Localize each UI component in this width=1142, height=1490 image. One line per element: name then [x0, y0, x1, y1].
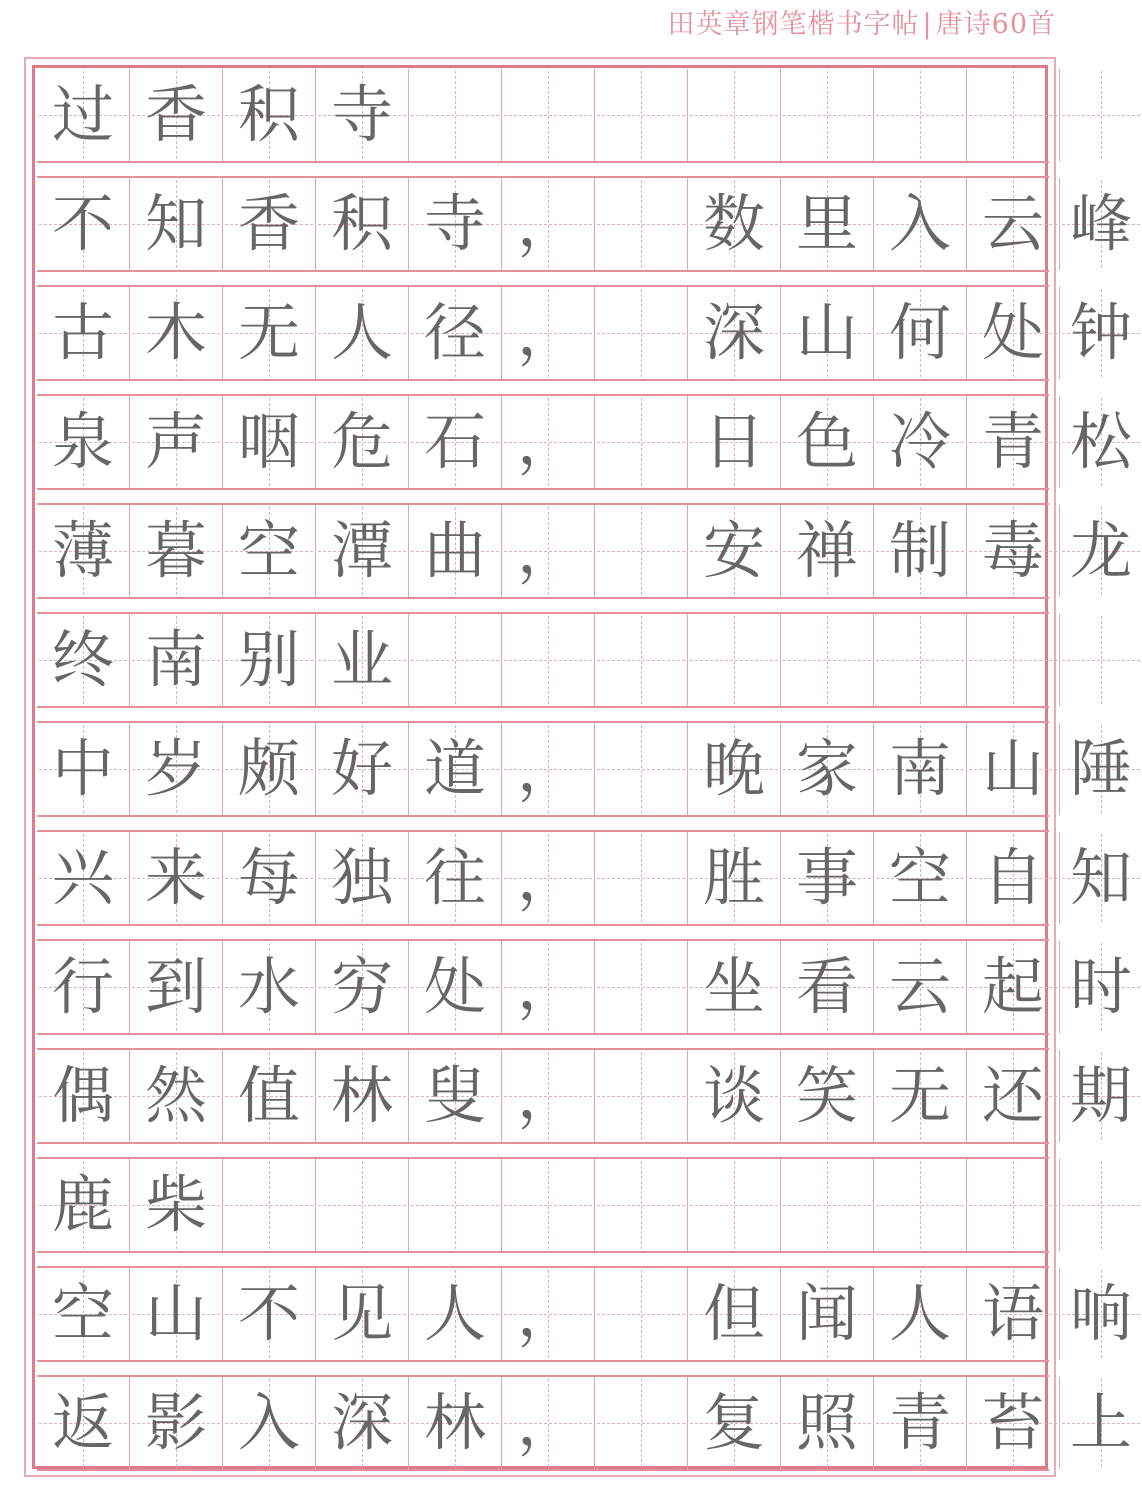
- grid-character: 照: [795, 1386, 858, 1459]
- grid-cell: [502, 505, 595, 597]
- grid-cell: [502, 614, 595, 706]
- grid-character: 松: [1069, 405, 1132, 478]
- grid-character: 上: [1069, 1386, 1132, 1459]
- grid-character: 闻: [795, 1277, 858, 1350]
- grid-cell: [874, 287, 967, 379]
- grid-cell: [1060, 396, 1142, 488]
- grid-character: ，: [516, 1059, 579, 1132]
- grid-cell: [37, 723, 130, 815]
- grid-character: 云: [981, 187, 1044, 260]
- grid-character: 古: [51, 296, 114, 369]
- grid-cell: [688, 941, 781, 1033]
- header-separator: |: [922, 9, 933, 40]
- grid-cell: [409, 1377, 502, 1469]
- grid-cell: [781, 69, 874, 161]
- grid-row: [37, 394, 1132, 490]
- grid-cell: [967, 723, 1060, 815]
- grid-character: 处: [981, 296, 1044, 369]
- grid-cell: [316, 1268, 409, 1360]
- grid-character: 林: [330, 1059, 393, 1132]
- grid-cell: [1060, 1159, 1142, 1251]
- grid-cell: [37, 287, 130, 379]
- grid-character: 事: [795, 841, 858, 914]
- grid-character: 香: [144, 78, 207, 151]
- grid-character: 坐: [702, 950, 765, 1023]
- grid-cell: [781, 396, 874, 488]
- grid-cell: [223, 723, 316, 815]
- grid-cell: [409, 723, 502, 815]
- grid-character: 期: [1069, 1059, 1132, 1132]
- grid-cell: [37, 1050, 130, 1142]
- grid-cell: [502, 287, 595, 379]
- grid-cell: [874, 723, 967, 815]
- grid-character: 声: [144, 405, 207, 478]
- grid-row: [37, 1157, 1049, 1253]
- grid-character: 云: [888, 950, 951, 1023]
- grid-character: 影: [144, 1386, 207, 1459]
- grid-cell: [595, 723, 688, 815]
- grid-cell: [502, 1159, 595, 1251]
- grid-cell: [316, 832, 409, 924]
- grid-character: ，: [516, 1386, 579, 1459]
- grid-cell: [130, 723, 223, 815]
- grid-character: 人: [330, 296, 393, 369]
- grid-character: 山: [981, 732, 1044, 805]
- grid-character: 不: [51, 187, 114, 260]
- grid-character: 每: [237, 841, 300, 914]
- grid-cell: [37, 69, 130, 161]
- grid-character: 制: [888, 514, 951, 587]
- grid-cell: [688, 1268, 781, 1360]
- grid-character: 偶: [51, 1059, 114, 1132]
- grid-cell: [1060, 505, 1142, 597]
- grid-character: 终: [51, 623, 114, 696]
- grid-cell: [37, 832, 130, 924]
- grid-cell: [409, 1050, 502, 1142]
- grid-cell: [967, 505, 1060, 597]
- grid-cell: [223, 69, 316, 161]
- grid-cell: [781, 178, 874, 270]
- grid-character: 积: [237, 78, 300, 151]
- grid-character: 龙: [1069, 514, 1132, 587]
- grid-character: 穷: [330, 950, 393, 1023]
- grid-character: 值: [237, 1059, 300, 1132]
- grid-cell: [688, 287, 781, 379]
- grid-row: [37, 69, 1049, 163]
- grid-cell: [223, 1050, 316, 1142]
- grid-character: 返: [51, 1386, 114, 1459]
- grid-cell: [316, 69, 409, 161]
- grid-cell: [223, 396, 316, 488]
- grid-character: 危: [330, 405, 393, 478]
- grid-row: [37, 1375, 1132, 1471]
- grid-character: 知: [1069, 841, 1132, 914]
- grid-cell: [502, 396, 595, 488]
- grid-cell: [688, 505, 781, 597]
- grid-cell: [37, 178, 130, 270]
- grid-character: ，: [516, 187, 579, 260]
- grid-cell: [316, 178, 409, 270]
- grid-cell: [37, 1159, 130, 1251]
- grid-cell: [502, 69, 595, 161]
- grid-character: 径: [423, 296, 486, 369]
- grid-cell: [874, 69, 967, 161]
- grid-cell: [130, 1050, 223, 1142]
- grid-cell: [595, 1268, 688, 1360]
- grid-cell: [595, 1377, 688, 1469]
- grid-character: 过: [51, 78, 114, 151]
- grid-character: 时: [1069, 950, 1132, 1023]
- grid-cell: [874, 1377, 967, 1469]
- grid-character: 南: [144, 623, 207, 696]
- grid-cell: [688, 1159, 781, 1251]
- grid-cell: [409, 505, 502, 597]
- grid-cell: [688, 69, 781, 161]
- grid-character: 柴: [144, 1168, 207, 1241]
- grid-cell: [1060, 1377, 1142, 1469]
- grid-character: 青: [981, 405, 1044, 478]
- grid-cell: [502, 178, 595, 270]
- grid-cell: [37, 1377, 130, 1469]
- grid-character: 业: [330, 623, 393, 696]
- grid-cell: [223, 614, 316, 706]
- grid-character: 往: [423, 841, 486, 914]
- grid-character: 看: [795, 950, 858, 1023]
- grid-row: [37, 939, 1132, 1035]
- grid-cell: [874, 505, 967, 597]
- grid-cell: [595, 1050, 688, 1142]
- grid-cell: [595, 69, 688, 161]
- grid-character: 林: [423, 1386, 486, 1459]
- grid-cell: [316, 1159, 409, 1251]
- grid-cell: [502, 723, 595, 815]
- grid-cell: [130, 941, 223, 1033]
- grid-character: 胜: [702, 841, 765, 914]
- grid-row: [37, 1266, 1132, 1362]
- grid-cell: [223, 1268, 316, 1360]
- grid-character: 到: [144, 950, 207, 1023]
- grid-cell: [130, 287, 223, 379]
- grid-cell: [316, 1050, 409, 1142]
- grid-character: 青: [888, 1386, 951, 1459]
- collection-title: 唐诗60首: [935, 9, 1056, 40]
- grid-cell: [874, 178, 967, 270]
- grid-cell: [1060, 614, 1142, 706]
- grid-cell: [37, 941, 130, 1033]
- grid-character: 处: [423, 950, 486, 1023]
- grid-cell: [1060, 1268, 1142, 1360]
- grid-character: 毒: [981, 514, 1044, 587]
- grid-cell: [37, 614, 130, 706]
- grid-cell: [502, 941, 595, 1033]
- grid-character: 谈: [702, 1059, 765, 1132]
- grid-character: 颇: [237, 732, 300, 805]
- grid-cell: [37, 396, 130, 488]
- grid-character: 数: [702, 187, 765, 260]
- grid-cell: [1060, 832, 1142, 924]
- grid-character: 峰: [1069, 187, 1132, 260]
- grid-cell: [409, 1159, 502, 1251]
- grid-cell: [223, 287, 316, 379]
- grid-cell: [688, 1377, 781, 1469]
- grid-cell: [781, 1377, 874, 1469]
- sheet-frame: [32, 65, 1132, 1469]
- grid-character: 入: [237, 1386, 300, 1459]
- grid-character: 咽: [237, 405, 300, 478]
- grid-cell: [874, 396, 967, 488]
- grid-character: 山: [795, 296, 858, 369]
- grid-character: 但: [702, 1277, 765, 1350]
- grid-character: 人: [423, 1277, 486, 1350]
- grid-character: 知: [144, 187, 207, 260]
- grid-cell: [595, 178, 688, 270]
- book-title: 田英章钢笔楷书字帖: [667, 9, 920, 40]
- grid-cell: [130, 1377, 223, 1469]
- grid-character: ，: [516, 514, 579, 587]
- grid-cell: [688, 614, 781, 706]
- grid-cell: [967, 1050, 1060, 1142]
- page-header: [668, 2, 1056, 41]
- grid-character: 自: [981, 841, 1044, 914]
- grid-cell: [781, 1268, 874, 1360]
- grid-character: 好: [330, 732, 393, 805]
- grid-cell: [316, 1377, 409, 1469]
- grid-character: 深: [702, 296, 765, 369]
- grid-character: ，: [516, 1277, 579, 1350]
- grid-character: 家: [795, 732, 858, 805]
- grid-character: 语: [981, 1277, 1044, 1350]
- grid-cell: [502, 1268, 595, 1360]
- grid-cell: [781, 723, 874, 815]
- grid-character: 空: [888, 841, 951, 914]
- grid-cell: [316, 396, 409, 488]
- grid-cell: [409, 832, 502, 924]
- grid-character: 色: [795, 405, 858, 478]
- grid-character: 水: [237, 950, 300, 1023]
- grid-cell: [595, 505, 688, 597]
- grid-character: ，: [516, 405, 579, 478]
- grid-cell: [316, 614, 409, 706]
- grid-cell: [595, 941, 688, 1033]
- grid-cell: [409, 1268, 502, 1360]
- grid-character: 里: [795, 187, 858, 260]
- grid-character: 禅: [795, 514, 858, 587]
- grid-cell: [409, 941, 502, 1033]
- grid-character: 无: [888, 1059, 951, 1132]
- grid-character: 空: [237, 514, 300, 587]
- grid-character: 薄: [51, 514, 114, 587]
- grid-cell: [130, 614, 223, 706]
- grid-cell: [130, 1268, 223, 1360]
- grid-cell: [967, 614, 1060, 706]
- grid-cell: [502, 832, 595, 924]
- grid-character: 潭: [330, 514, 393, 587]
- grid-cell: [223, 941, 316, 1033]
- grid-character: 曲: [423, 514, 486, 587]
- grid-character: 泉: [51, 405, 114, 478]
- grid-character: 何: [888, 296, 951, 369]
- grid-cell: [502, 1377, 595, 1469]
- grid-cell: [967, 396, 1060, 488]
- grid-cell: [37, 1268, 130, 1360]
- grid-character: 兴: [51, 841, 114, 914]
- grid-cell: [223, 1377, 316, 1469]
- grid-cell: [781, 941, 874, 1033]
- grid-cell: [874, 1159, 967, 1251]
- grid-cell: [688, 1050, 781, 1142]
- practice-sheet: [24, 57, 1132, 1477]
- grid-cell: [130, 178, 223, 270]
- grid-character: 苔: [981, 1386, 1044, 1459]
- grid-character: 见: [330, 1277, 393, 1350]
- grid-character: 香: [237, 187, 300, 260]
- grid-row: [37, 721, 1132, 817]
- grid-character: 来: [144, 841, 207, 914]
- grid-cell: [409, 396, 502, 488]
- grid-character: 不: [237, 1277, 300, 1350]
- grid-cell: [781, 1159, 874, 1251]
- grid-character: 鹿: [51, 1168, 114, 1241]
- grid-character: ，: [516, 950, 579, 1023]
- grid-cell: [37, 505, 130, 597]
- grid-character: 还: [981, 1059, 1044, 1132]
- grid-character: 南: [888, 732, 951, 805]
- grid-cell: [967, 1159, 1060, 1251]
- grid-character: 人: [888, 1277, 951, 1350]
- grid-cell: [688, 832, 781, 924]
- grid-cell: [781, 1050, 874, 1142]
- grid-character: 无: [237, 296, 300, 369]
- grid-character: 独: [330, 841, 393, 914]
- grid-character: 深: [330, 1386, 393, 1459]
- grid-cell: [316, 723, 409, 815]
- grid-character: 日: [702, 405, 765, 478]
- grid-cell: [874, 1050, 967, 1142]
- grid-character: 木: [144, 296, 207, 369]
- grid-row: [37, 285, 1132, 381]
- grid-character: 响: [1069, 1277, 1132, 1350]
- grid-cell: [1060, 69, 1142, 161]
- character-grid: [37, 69, 1132, 1484]
- grid-character: 积: [330, 187, 393, 260]
- grid-row: [37, 830, 1132, 926]
- grid-cell: [781, 505, 874, 597]
- grid-cell: [316, 505, 409, 597]
- grid-character: 暮: [144, 514, 207, 587]
- grid-cell: [223, 505, 316, 597]
- grid-cell: [223, 832, 316, 924]
- grid-cell: [595, 1159, 688, 1251]
- grid-character: 道: [423, 732, 486, 805]
- grid-character: 冷: [888, 405, 951, 478]
- grid-row: [37, 176, 1132, 272]
- grid-cell: [874, 1268, 967, 1360]
- grid-cell: [874, 614, 967, 706]
- grid-character: 山: [144, 1277, 207, 1350]
- grid-row: [37, 503, 1132, 599]
- grid-character: 行: [51, 950, 114, 1023]
- grid-cell: [595, 614, 688, 706]
- grid-character: 晚: [702, 732, 765, 805]
- grid-character: 中: [51, 732, 114, 805]
- grid-character: 岁: [144, 732, 207, 805]
- grid-character: 石: [423, 405, 486, 478]
- grid-cell: [1060, 287, 1142, 379]
- grid-cell: [223, 178, 316, 270]
- grid-cell: [967, 1377, 1060, 1469]
- grid-cell: [223, 1159, 316, 1251]
- grid-cell: [409, 69, 502, 161]
- grid-character: 叟: [423, 1059, 486, 1132]
- grid-cell: [409, 287, 502, 379]
- grid-character: 钟: [1069, 296, 1132, 369]
- grid-cell: [409, 614, 502, 706]
- grid-character: 复: [702, 1386, 765, 1459]
- grid-cell: [130, 832, 223, 924]
- grid-character: 寺: [423, 187, 486, 260]
- grid-cell: [1060, 178, 1142, 270]
- grid-character: 寺: [330, 78, 393, 151]
- grid-character: 别: [237, 623, 300, 696]
- grid-cell: [130, 69, 223, 161]
- grid-character: 空: [51, 1277, 114, 1350]
- grid-cell: [130, 396, 223, 488]
- grid-cell: [874, 941, 967, 1033]
- grid-cell: [967, 287, 1060, 379]
- grid-character: ，: [516, 296, 579, 369]
- grid-character: ，: [516, 841, 579, 914]
- grid-cell: [595, 832, 688, 924]
- grid-character: 起: [981, 950, 1044, 1023]
- grid-cell: [874, 832, 967, 924]
- grid-cell: [1060, 723, 1142, 815]
- grid-cell: [130, 505, 223, 597]
- grid-cell: [781, 287, 874, 379]
- grid-cell: [967, 69, 1060, 161]
- grid-cell: [502, 1050, 595, 1142]
- grid-cell: [967, 1268, 1060, 1360]
- grid-cell: [316, 941, 409, 1033]
- grid-cell: [967, 941, 1060, 1033]
- grid-cell: [595, 396, 688, 488]
- grid-cell: [409, 178, 502, 270]
- grid-cell: [316, 287, 409, 379]
- grid-character: 安: [702, 514, 765, 587]
- grid-cell: [781, 614, 874, 706]
- grid-cell: [688, 723, 781, 815]
- grid-cell: [595, 287, 688, 379]
- grid-character: 笑: [795, 1059, 858, 1132]
- grid-cell: [1060, 941, 1142, 1033]
- grid-character: ，: [516, 732, 579, 805]
- grid-cell: [130, 1159, 223, 1251]
- grid-row: [37, 1048, 1132, 1144]
- grid-cell: [967, 832, 1060, 924]
- grid-cell: [781, 832, 874, 924]
- grid-character: 入: [888, 187, 951, 260]
- grid-character: 然: [144, 1059, 207, 1132]
- grid-cell: [1060, 1050, 1142, 1142]
- grid-cell: [688, 396, 781, 488]
- grid-row: [37, 612, 1049, 708]
- grid-cell: [688, 178, 781, 270]
- grid-character: 陲: [1069, 732, 1132, 805]
- grid-cell: [967, 178, 1060, 270]
